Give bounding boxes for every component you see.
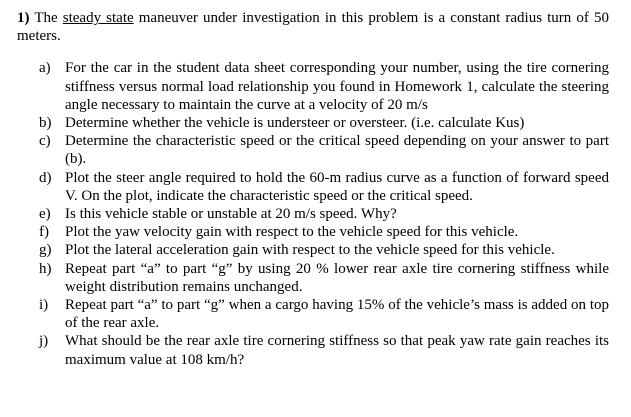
part-a xyxy=(39,59,609,114)
part-label: e) xyxy=(39,206,51,223)
part-text: Plot the lateral acceleration gain with respect to the vehicle speed for this vehicle. xyxy=(65,242,555,259)
steady-state-term: steady state xyxy=(62,10,134,26)
part-text: Plot the yaw velocity gain with respect to the vehicle speed for this vehicle. xyxy=(65,224,519,241)
part-label: h) xyxy=(39,260,52,277)
part-j xyxy=(39,332,609,368)
part-label: i) xyxy=(39,297,49,314)
part-text: Plot the steer angle required to hold the 60-m radius curve as a function of forward speed V. On the plot, indicate the characteristic speed or the critical speed. xyxy=(65,169,609,204)
part-text: What should be the rear axle tire cornering stiffness so that peak yaw rate gain reaches its maximum value at 108 km/h? xyxy=(65,333,609,368)
part-c xyxy=(39,132,609,168)
problem-parts-list xyxy=(17,59,609,368)
part-text: Repeat part “a” to part “g” when a cargo having 15% of the vehicle’s mass is added on top of the rear axle. xyxy=(65,297,609,332)
part-h xyxy=(39,260,609,296)
part-label: d) xyxy=(39,169,52,186)
part-text: Repeat part “a” to part “g” by using 20 % lower rear axle tire cornering stiffness while weight distribution remains unchanged. xyxy=(65,260,609,295)
part-i xyxy=(39,296,609,332)
part-label: b) xyxy=(39,115,52,132)
part-f xyxy=(39,223,609,241)
part-label: a) xyxy=(39,60,51,77)
part-e xyxy=(39,205,609,223)
part-text: Determine whether the vehicle is understeer or oversteer. (i.e. calculate Kus) xyxy=(65,115,525,132)
part-text: For the car in the student data sheet corresponding your number, using the tire cornering stiffness versus normal load relationship you found in Homework 1, calculate the steering angle necessary to maintain the curve at a velocity of 20 m/s xyxy=(65,60,609,113)
part-d xyxy=(39,169,609,205)
part-g xyxy=(39,241,609,259)
part-b xyxy=(39,114,609,132)
problem-intro-after: maneuver under investigation in this problem is a constant radius turn of 50 meters. xyxy=(17,10,609,45)
part-label: f) xyxy=(39,224,49,241)
problem-number: 1) xyxy=(17,10,30,26)
part-label: j) xyxy=(39,333,49,350)
part-text: Is this vehicle stable or unstable at 20 m/s speed. Why? xyxy=(65,206,397,223)
problem-intro-before: The xyxy=(29,10,63,26)
part-label: c) xyxy=(39,133,51,150)
part-label: g) xyxy=(39,242,52,259)
part-text: Determine the characteristic speed or the critical speed depending on your answer to part (b). xyxy=(65,133,609,168)
problem-statement xyxy=(17,9,609,45)
